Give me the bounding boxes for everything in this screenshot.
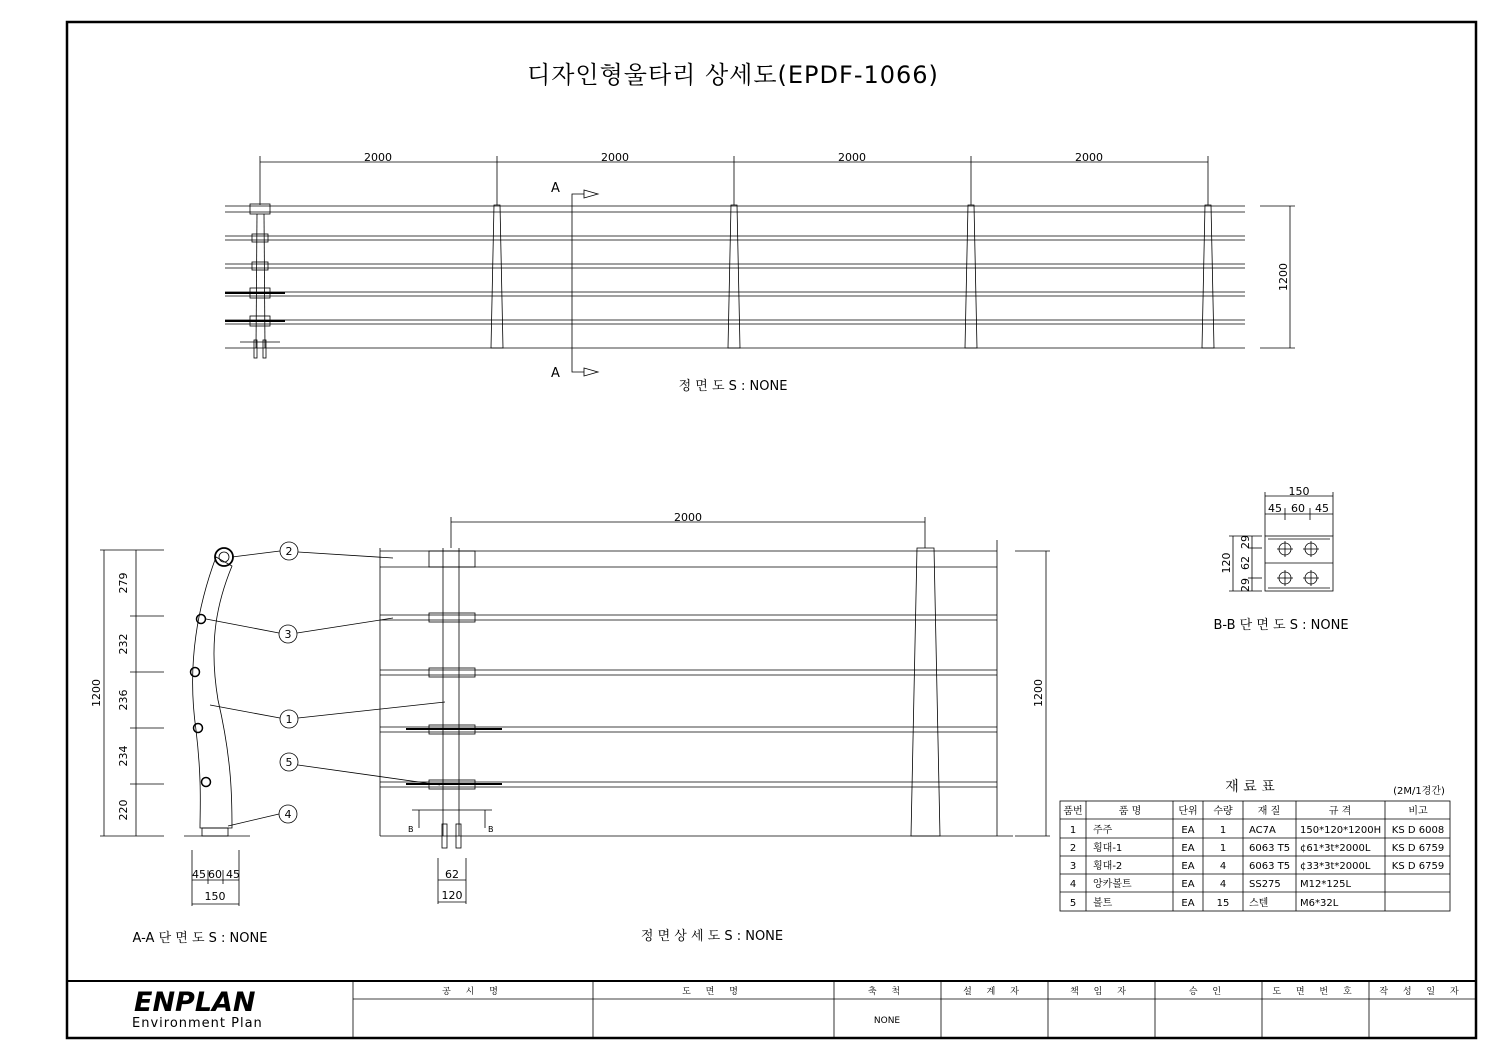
materials-cell: EA	[1181, 898, 1195, 909]
materials-cell: SS275	[1249, 879, 1281, 890]
materials-cell: 3	[1069, 861, 1077, 872]
title-block-header: 도 면 번 호	[1272, 987, 1358, 997]
detail-base-dim: 120	[441, 889, 463, 902]
aa-bottom-dim-2: 60	[208, 868, 222, 881]
materials-cell: 4	[1069, 879, 1077, 890]
bb-side-dim-1: 29	[1239, 535, 1252, 549]
front-span-dim-2: 2000	[601, 151, 629, 164]
bb-top-dim-3: 45	[1315, 502, 1329, 515]
scale-value: NONE	[873, 1016, 901, 1026]
front-height-dim: 1200	[1277, 263, 1290, 291]
materials-header: 품번	[1063, 806, 1083, 817]
aa-bottom-dim-1: 45	[192, 868, 206, 881]
front-view	[225, 156, 1295, 376]
bb-width-dim: 150	[1288, 485, 1310, 498]
materials-note: (2M/1경간)	[1393, 786, 1445, 797]
drawing-title: 디자인형울타리 상세도(EPDF-1066)	[527, 61, 939, 89]
front-view-caption: 정 면 도 S : NONE	[678, 379, 788, 394]
front-detail-caption: 정 면 상 세 도 S : NONE	[640, 929, 784, 944]
detail-span-dim: 2000	[674, 511, 702, 524]
callout-1: 1	[285, 713, 293, 726]
materials-cell: 4	[1219, 861, 1227, 872]
title-block-header: 작 성 일 자	[1379, 987, 1465, 997]
materials-cell: 4	[1219, 879, 1227, 890]
front-span-dim-4: 2000	[1075, 151, 1103, 164]
materials-cell: KS D 6008	[1391, 825, 1445, 836]
front-detail	[380, 517, 1050, 904]
materials-cell: EA	[1181, 861, 1195, 872]
materials-cell: M6*32L	[1300, 898, 1339, 909]
materials-cell: M12*125L	[1300, 879, 1352, 890]
b-mark-right: B	[488, 825, 494, 834]
detail-height-dim: 1200	[1032, 679, 1045, 707]
detail-bolt-dim: 62	[445, 868, 459, 881]
bb-side-dim-3: 29	[1239, 578, 1252, 592]
aa-height-dim-5: 220	[117, 799, 130, 821]
materials-cell: KS D 6759	[1391, 861, 1445, 872]
materials-header: 규 격	[1328, 806, 1352, 817]
materials-cell: 1	[1069, 825, 1077, 836]
aa-height-dim-4: 234	[117, 745, 130, 767]
materials-cell: KS D 6759	[1391, 843, 1445, 854]
bb-side-dim-2: 62	[1239, 556, 1252, 570]
materials-header: 단위	[1178, 806, 1198, 817]
materials-cell: 6063 T5	[1249, 861, 1291, 872]
company-logo: ENPLAN	[134, 987, 256, 1018]
materials-cell: 주주	[1093, 825, 1113, 836]
materials-cell: 앙카볼트	[1093, 879, 1132, 890]
aa-width-dim: 150	[204, 890, 226, 903]
materials-cell: 스텐	[1249, 898, 1269, 909]
materials-cell: ¢33*3t*2000L	[1300, 861, 1371, 872]
materials-cell: 볼트	[1093, 898, 1113, 909]
callout-4: 4	[284, 808, 292, 821]
title-block-header: 축 척	[867, 987, 907, 997]
callout-5: 5	[285, 756, 293, 769]
materials-header: 재 질	[1257, 806, 1281, 817]
materials-cells	[1063, 804, 1444, 909]
title-block-header: 승 인	[1188, 987, 1228, 997]
materials-cell: AC7A	[1249, 825, 1276, 836]
materials-header: 품 명	[1118, 806, 1142, 817]
materials-cell: 1	[1219, 843, 1227, 854]
bb-top-dim-2: 60	[1291, 502, 1305, 515]
title-block-header: 설 계 자	[963, 987, 1025, 997]
section-bb-caption: B-B 단 면 도 S : NONE	[1213, 618, 1349, 633]
title-block-header: 공 시 명	[442, 987, 504, 997]
materials-cell: 횡대-1	[1093, 843, 1123, 854]
materials-cell: 1	[1219, 825, 1227, 836]
materials-header: 비고	[1408, 806, 1428, 817]
company-logo-sub: Environment Plan	[132, 1016, 263, 1031]
materials-cell: EA	[1181, 843, 1195, 854]
title-block-header: 책 임 자	[1070, 987, 1132, 997]
materials-table	[1060, 801, 1450, 911]
materials-cell: ¢61*3t*2000L	[1300, 843, 1371, 854]
section-mark-a-bottom: A	[551, 366, 560, 381]
materials-cell: 횡대-2	[1093, 861, 1123, 872]
section-aa	[100, 542, 445, 906]
materials-header: 수량	[1213, 806, 1233, 817]
aa-height-dim-3: 236	[117, 689, 130, 711]
materials-cell: 2	[1069, 843, 1077, 854]
materials-cell: 15	[1216, 898, 1230, 909]
title-block-header: 도 면 명	[682, 987, 744, 997]
aa-bottom-dim-3: 45	[226, 868, 240, 881]
bb-top-dim-1: 45	[1268, 502, 1282, 515]
aa-height-dim-2: 232	[117, 633, 130, 655]
callout-2: 2	[285, 545, 293, 558]
front-span-dim-1: 2000	[364, 151, 392, 164]
section-aa-caption: A-A 단 면 도 S : NONE	[132, 931, 268, 946]
materials-cell: 5	[1069, 898, 1077, 909]
bb-height-dim: 120	[1220, 552, 1233, 574]
b-mark-left: B	[408, 825, 414, 834]
section-mark-a-top: A	[551, 181, 560, 196]
aa-height-dim-1: 279	[117, 572, 130, 594]
materials-cell: EA	[1181, 825, 1195, 836]
materials-title: 재 료 표	[1225, 779, 1275, 795]
aa-total-height-dim: 1200	[90, 679, 103, 707]
front-span-dim-3: 2000	[838, 151, 866, 164]
title-block-headers	[442, 985, 1465, 997]
materials-cell: EA	[1181, 879, 1195, 890]
materials-cell: 6063 T5	[1249, 843, 1291, 854]
callout-3: 3	[284, 628, 292, 641]
materials-cell: 150*120*1200H	[1300, 825, 1382, 836]
